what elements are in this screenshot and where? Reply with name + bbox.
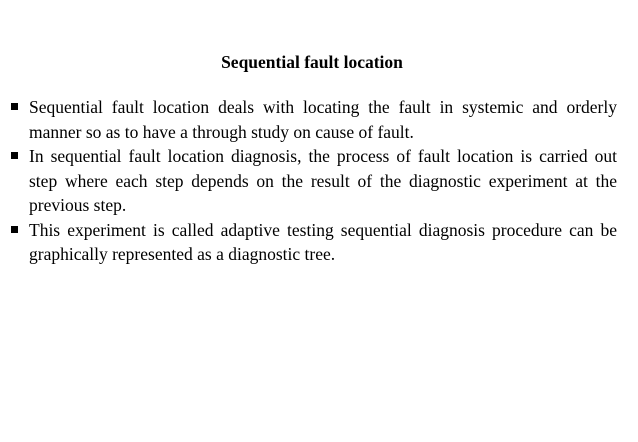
slide-title: Sequential fault location [221,52,403,72]
bullet-item [11,95,617,144]
bullet-item [11,144,617,218]
bullet-item [11,218,617,267]
square-bullet-icon [11,103,18,110]
square-bullet-icon [11,152,18,159]
bullet-text: Sequential fault location deals with locating the fault in systemic and orderly manner so as to have a through study on cause of fault. [29,97,617,142]
bullet-text: In sequential fault location diagnosis, the process of fault location is carried out step where each step depends on the result of the diagnostic experiment at the previous step. [29,146,617,215]
bullet-text: This experiment is called adaptive testing sequential diagnosis procedure can be graphically represented as a diagnostic tree. [29,219,617,264]
square-bullet-icon [11,226,18,233]
bullet-list [11,95,617,267]
